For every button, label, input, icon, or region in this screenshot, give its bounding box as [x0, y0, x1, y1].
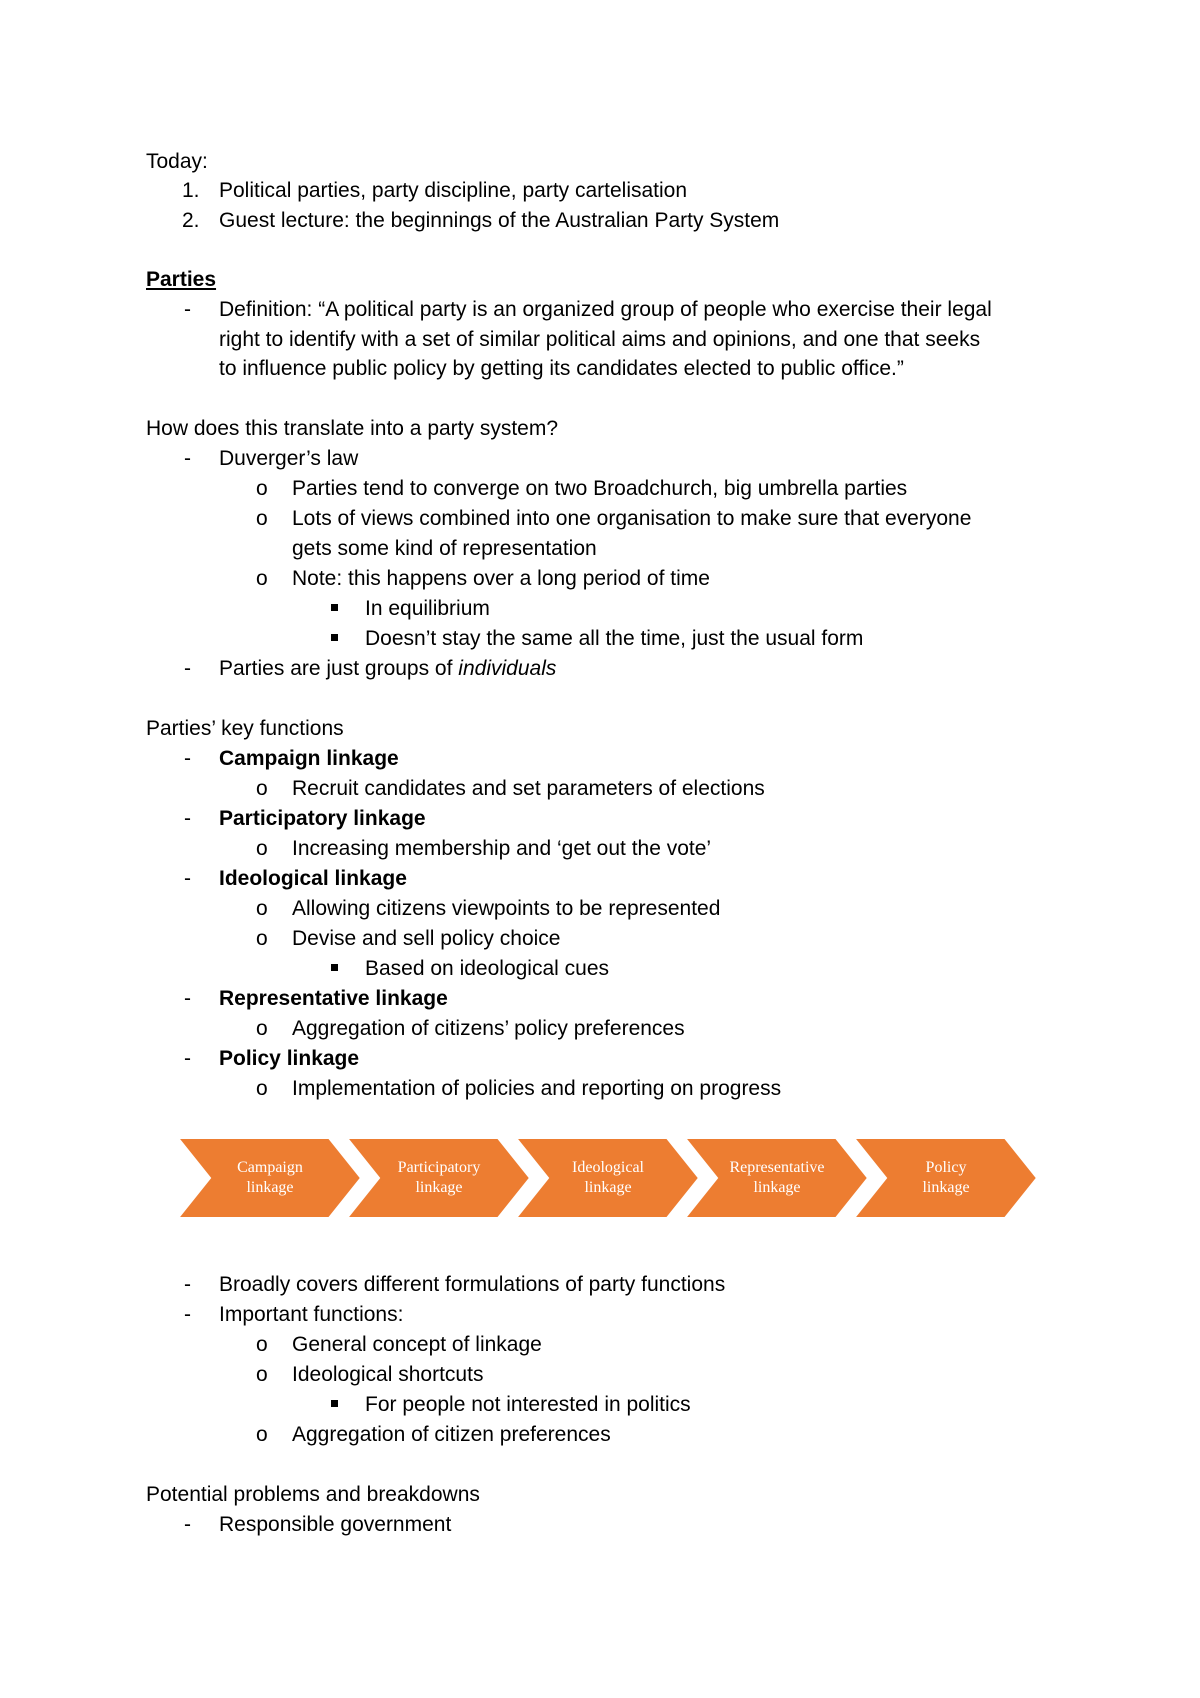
agenda-text: Guest lecture: the beginnings of the Australian Party System [219, 209, 780, 232]
policy-linkage-label: Policy linkage [219, 1047, 360, 1070]
circle-bullet: o [256, 1423, 268, 1446]
dash-bullet: - [184, 298, 191, 321]
campaign-sub-text: Recruit candidates and set parameters of elections [292, 777, 765, 800]
circle-bullet: o [256, 927, 268, 950]
ideological-cues-text: Based on ideological cues [365, 957, 610, 980]
square-bullet-icon [331, 594, 338, 624]
circle-bullet: o [256, 567, 268, 590]
parties-heading: Parties [146, 268, 217, 291]
circle-bullet: o [256, 507, 268, 530]
note-text: Note: this happens over a long period of time [292, 567, 710, 590]
dash-bullet: - [184, 657, 191, 680]
views-text: Lots of views combined into one organisation to make sure that everyone [292, 507, 972, 530]
broadly-text: Broadly covers different formulations of party functions [219, 1273, 726, 1296]
square-bullet-icon [331, 1390, 338, 1420]
agenda-text: Political parties, party discipline, party cartelisation [219, 179, 688, 202]
circle-bullet: o [256, 777, 268, 800]
representative-sub-text: Aggregation of citizens’ policy preferences [292, 1017, 685, 1040]
campaign-linkage-label: Campaign linkage [219, 747, 399, 770]
circle-bullet: o [256, 897, 268, 920]
shortcuts-text: Ideological shortcuts [292, 1363, 484, 1386]
circle-bullet: o [256, 1077, 268, 1100]
chevron-label-campaign: Campaign linkage [237, 1159, 303, 1196]
dash-bullet: - [184, 1273, 191, 1296]
not-interested-text: For people not interested in politics [365, 1393, 691, 1416]
chevron-label-participatory: Participatory linkage [397, 1159, 481, 1196]
individuals-sentence [219, 654, 556, 684]
problems-heading: Potential problems and breakdowns [146, 1483, 480, 1506]
functions-heading: Parties’ key functions [146, 717, 344, 740]
linkage-process-diagram [178, 1138, 1040, 1218]
converge-text: Parties tend to converge on two Broadchurch, big umbrella parties [292, 477, 908, 500]
circle-bullet: o [256, 1017, 268, 1040]
dash-bullet: - [184, 447, 191, 470]
list-number: 1. [182, 179, 200, 202]
dash-bullet: - [184, 987, 191, 1010]
party-system-heading: How does this translate into a party system? [146, 417, 559, 440]
individuals-prefix: Parties are just groups of [219, 657, 459, 680]
aggregation-text: Aggregation of citizen preferences [292, 1423, 611, 1446]
responsible-government-text: Responsible government [219, 1513, 452, 1536]
important-text: Important functions: [219, 1303, 404, 1326]
square-bullet-icon [331, 624, 338, 654]
circle-bullet: o [256, 477, 268, 500]
dash-bullet: - [184, 1047, 191, 1070]
dash-bullet: - [184, 1303, 191, 1326]
ideological-linkage-label: Ideological linkage [219, 867, 407, 890]
definition-line: right to identify with a set of similar political aims and opinions, and one that seeks [219, 328, 981, 351]
square-bullet-icon [331, 954, 338, 984]
participatory-sub-text: Increasing membership and ‘get out the vote’ [292, 837, 712, 860]
dash-bullet: - [184, 807, 191, 830]
participatory-linkage-label: Participatory linkage [219, 807, 426, 830]
general-linkage-text: General concept of linkage [292, 1333, 542, 1356]
circle-bullet: o [256, 837, 268, 860]
dash-bullet: - [184, 867, 191, 890]
doesnt-stay-text: Doesn’t stay the same all the time, just the usual form [365, 627, 864, 650]
circle-bullet: o [256, 1363, 268, 1386]
representative-linkage-label: Representative linkage [219, 987, 448, 1010]
duverger-text: Duverger’s law [219, 447, 359, 470]
circle-bullet: o [256, 1333, 268, 1356]
today-label: Today: [146, 150, 208, 173]
definition-line: to influence public policy by getting its candidates elected to public office.” [219, 357, 904, 380]
chevron-label-policy: Policy linkage [922, 1159, 970, 1196]
list-number: 2. [182, 209, 200, 232]
policy-sub-text: Implementation of policies and reporting on progress [292, 1077, 782, 1100]
definition-line: Definition: “A political party is an organized group of people who exercise their legal [219, 298, 992, 321]
equilibrium-text: In equilibrium [365, 597, 490, 620]
chevron-label-representative: Representative linkage [729, 1159, 825, 1196]
ideological-sub-text: Allowing citizens viewpoints to be represented [292, 897, 721, 920]
views-text-continued: gets some kind of representation [292, 537, 597, 560]
dash-bullet: - [184, 747, 191, 770]
chevron-label-ideological: Ideological linkage [572, 1159, 644, 1196]
dash-bullet: - [184, 1513, 191, 1536]
individuals-word: individuals [458, 657, 557, 680]
ideological-sub-text: Devise and sell policy choice [292, 927, 561, 950]
